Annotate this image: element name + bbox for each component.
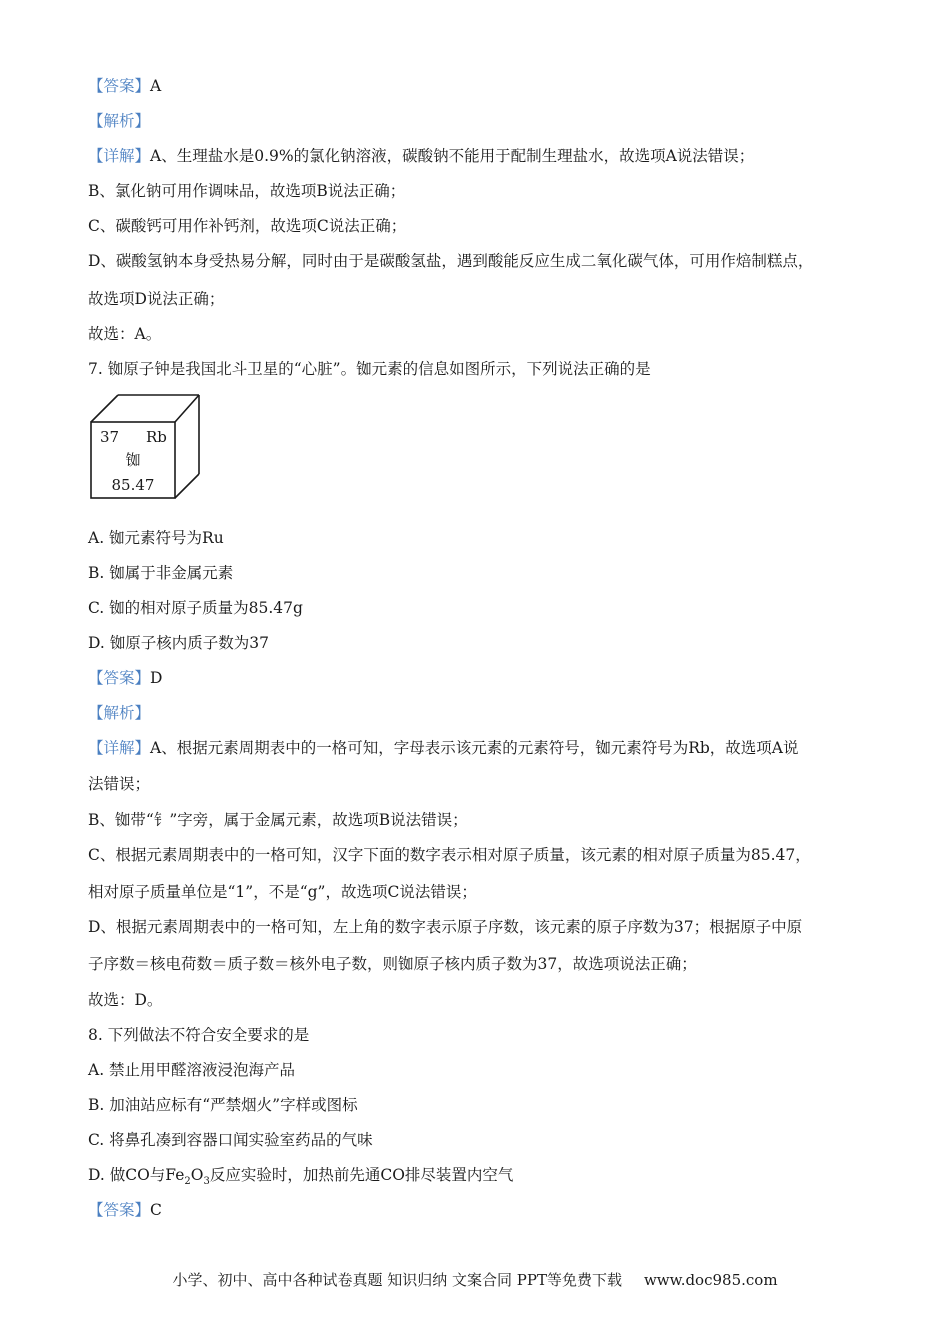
q7-detail-line: D、根据元素周期表中的一格可知，左上角的数字表示原子序数，该元素的原子序数为37；根据原子中原 bbox=[88, 918, 803, 936]
q8-option-a: A. 禁止用甲醛溶液浸泡海产品 bbox=[88, 1061, 296, 1079]
q6-detail-line: 【详解】A、生理盐水是0.9%的氯化钠溶液，碳酸钠不能用于配制生理盐水，故选项A说法错误； bbox=[88, 147, 755, 165]
q8-option-d: D. 做CO与$Fe_2O_3$反应实验时，加热前先通CO排尽装置内空气 bbox=[88, 1166, 514, 1188]
q7-detail-line: 相对原子质量单位是“1”，不是“g”，故选项C说法错误； bbox=[88, 883, 477, 901]
q7-analysis-tag: 【解析】 bbox=[88, 704, 151, 722]
footer-url[interactable]: www.doc985.com bbox=[643, 1271, 778, 1289]
q7-detail-line: 【详解】A、根据元素周期表中的一格可知，字母表示该元素的元素符号，铷元素符号为Rb，故选项A说 bbox=[88, 739, 799, 757]
page-footer bbox=[0, 1270, 950, 1290]
element-name: 铷 bbox=[125, 451, 141, 469]
q7-conclusion: 故选：D。 bbox=[88, 991, 163, 1009]
detail-tag: 【详解】 bbox=[88, 739, 151, 757]
atomic-mass: 85.47 bbox=[111, 476, 155, 494]
q7-option-c: C. 铷的相对原子质量为85.47g bbox=[88, 599, 303, 617]
q7-option-a: A. 铷元素符号为Ru bbox=[88, 529, 224, 547]
answer-tag: 【答案】 bbox=[88, 77, 151, 95]
element-cell-figure bbox=[88, 392, 204, 502]
q7-detail-line: B、铷带“钅”字旁，属于金属元素，故选项B说法错误； bbox=[88, 811, 468, 829]
q7-detail-line: 子序数＝核电荷数＝质子数＝核外电子数，则铷原子核内质子数为37，故选项说法正确； bbox=[88, 955, 697, 973]
q7-option-d: D. 铷原子核内质子数为37 bbox=[88, 634, 269, 652]
q6-conclusion: 故选：A。 bbox=[88, 325, 162, 343]
answer-tag: 【答案】 bbox=[88, 669, 151, 687]
q7-detail-line: 法错误； bbox=[88, 775, 151, 793]
q8-option-c: C. 将鼻孔凑到容器口闻实验室药品的气味 bbox=[88, 1131, 373, 1149]
q6-detail-line: B、氯化钠可用作调味品，故选项B说法正确； bbox=[88, 182, 406, 200]
q6-detail-line: D、碳酸氢钠本身受热易分解，同时由于是碳酸氢盐，遇到酸能反应生成二氧化碳气体，可用作焙制糕点， bbox=[88, 252, 814, 270]
q6-detail-line: C、碳酸钙可用作补钙剂，故选项C说法正确； bbox=[88, 217, 407, 235]
answer-value: D bbox=[150, 669, 163, 687]
q7-detail-line: C、根据元素周期表中的一格可知，汉字下面的数字表示相对原子质量，该元素的相对原子质量为85.47， bbox=[88, 846, 811, 864]
footer-text: 小学、初中、高中各种试卷真题 知识归纳 文案合同 PPT等免费下载 bbox=[172, 1271, 622, 1289]
answer-value: A bbox=[150, 77, 162, 95]
q6-detail-line: 故选项D说法正确； bbox=[88, 290, 225, 308]
q6-answer bbox=[88, 76, 161, 96]
answer-value: C bbox=[150, 1201, 162, 1219]
q8-answer bbox=[88, 1200, 162, 1220]
atomic-number: 37 bbox=[100, 428, 120, 446]
q8-stem: 8. 下列做法不符合安全要求的是 bbox=[88, 1026, 310, 1044]
q6-analysis-tag: 【解析】 bbox=[88, 112, 151, 130]
q8-option-b: B. 加油站应标有“严禁烟火”字样或图标 bbox=[88, 1096, 358, 1114]
element-symbol: Rb bbox=[146, 428, 167, 446]
q7-answer bbox=[88, 668, 162, 688]
answer-tag: 【答案】 bbox=[88, 1201, 151, 1219]
q7-option-b: B. 铷属于非金属元素 bbox=[88, 564, 234, 582]
q7-stem: 7. 铷原子钟是我国北斗卫星的“心脏”。铷元素的信息如图所示，下列说法正确的是 bbox=[88, 360, 651, 378]
detail-tag: 【详解】 bbox=[88, 147, 151, 165]
